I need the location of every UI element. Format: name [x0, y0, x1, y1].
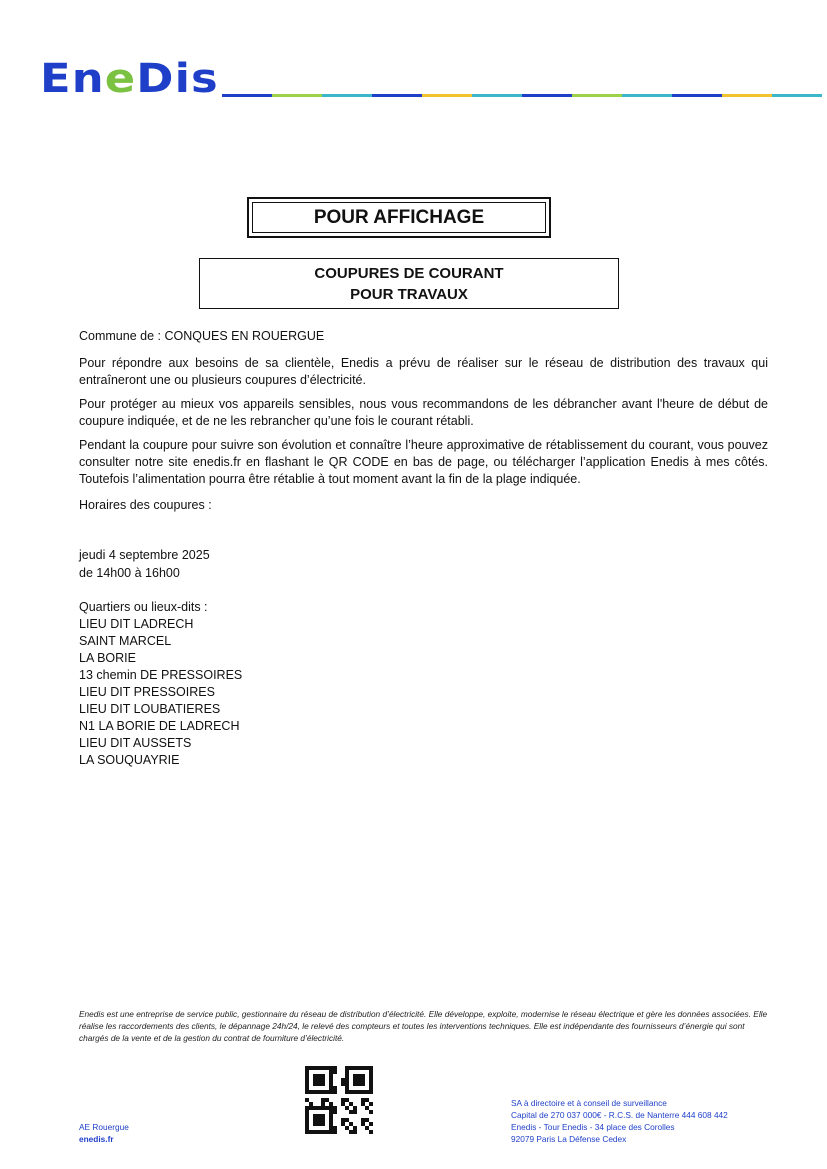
list-item: LIEU DIT AUSSETS — [79, 736, 192, 750]
header-line-segment — [772, 94, 822, 97]
legal-disclaimer: Enedis est une entreprise de service public, gestionnaire du réseau de distribution d’électricité. Elle développe, exploite, modernise le réseau électrique et gère les données associées. Elle réalise les raccordements des clients, le dépannage 24h/24, le relevé des compteurs et toutes les interventions techniques. Elle est indépendante des fournisseurs d’énergie qui sont chargés de la vente et de la gestion du contrat de fourniture d’électricité. — [79, 1009, 768, 1043]
list-item: LIEU DIT LADRECH — [79, 617, 194, 631]
list-item: SAINT MARCEL — [79, 634, 172, 648]
company-info-line: SA à directoire et à conseil de surveillance — [511, 1098, 667, 1108]
coupure-heure: de 14h00 à 16h00 — [79, 566, 180, 580]
quartiers-label: Quartiers ou lieux-dits : — [79, 600, 208, 614]
affichage-box — [247, 197, 551, 238]
list-item: LA BORIE — [79, 651, 136, 665]
header-line-segment — [522, 94, 572, 97]
list-item: N1 LA BORIE DE LADRECH — [79, 719, 240, 733]
header-line-segment — [272, 94, 322, 97]
enedis-logo — [40, 56, 219, 102]
header-line-segment — [722, 94, 772, 97]
commune-line: Commune de : CONQUES EN ROUERGUE — [79, 329, 325, 343]
coupures-box — [199, 258, 619, 309]
paragraph-suivi: Pendant la coupure pour suivre son évolution et connaître l’heure approximative de rétablissement du courant, vous pouvez consulter notre site enedis.fr en flashant le QR CODE en bas de page, ou télécharger l’application Enedis à mes côtés. Toutefois l’alimentation pourra être rétablie à tout moment avant la fin de la plage indiquée. — [79, 438, 768, 486]
coupures-title-line1: COUPURES DE COURANT — [314, 265, 504, 282]
header-color-line — [222, 94, 822, 97]
agency-name: AE Rouergue — [79, 1122, 129, 1132]
header-line-segment — [222, 94, 272, 97]
company-info — [511, 1097, 728, 1145]
coupures-title-line2: POUR TRAVAUX — [350, 286, 468, 303]
header-line-segment — [372, 94, 422, 97]
footer-left — [79, 1121, 129, 1145]
paragraph-protection: Pour protéger au mieux vos appareils sensibles, nous vous recommandons de les débrancher avant l'heure de début de coupure indiquée, et de ne les rebrancher qu’une fois le courant rétabli. — [79, 397, 768, 428]
list-item: LIEU DIT LOUBATIERES — [79, 702, 221, 716]
qr-code-icon[interactable] — [305, 1066, 373, 1134]
header-line-segment — [622, 94, 672, 97]
header-line-segment — [422, 94, 472, 97]
list-item: 13 chemin DE PRESSOIRES — [79, 668, 243, 682]
company-info-line: Capital de 270 037 000€ - R.C.S. de Nanterre 444 608 442 — [511, 1110, 728, 1120]
logo-wordmark: EneDis — [40, 56, 219, 102]
company-info-line: 92079 Paris La Défense Cedex — [511, 1134, 627, 1144]
list-item: LIEU DIT PRESSOIRES — [79, 685, 215, 699]
list-item: LA SOUQUAYRIE — [79, 753, 180, 767]
affichage-title: POUR AFFICHAGE — [252, 202, 546, 233]
company-info-line: Enedis - Tour Enedis - 34 place des Corolles — [511, 1122, 675, 1132]
paragraph-intro: Pour répondre aux besoins de sa clientèle, Enedis a prévu de réaliser sur le réseau de distribution des travaux qui entraîneront une ou plusieurs coupures d’électricité. — [79, 356, 768, 387]
header-line-segment — [322, 94, 372, 97]
coupure-date: jeudi 4 septembre 2025 — [79, 548, 210, 562]
website-link[interactable]: enedis.fr — [79, 1134, 114, 1144]
header-line-segment — [672, 94, 722, 97]
horaires-label: Horaires des coupures : — [79, 498, 212, 512]
lieux-list — [79, 616, 242, 769]
header-line-segment — [572, 94, 622, 97]
header-line-segment — [472, 94, 522, 97]
